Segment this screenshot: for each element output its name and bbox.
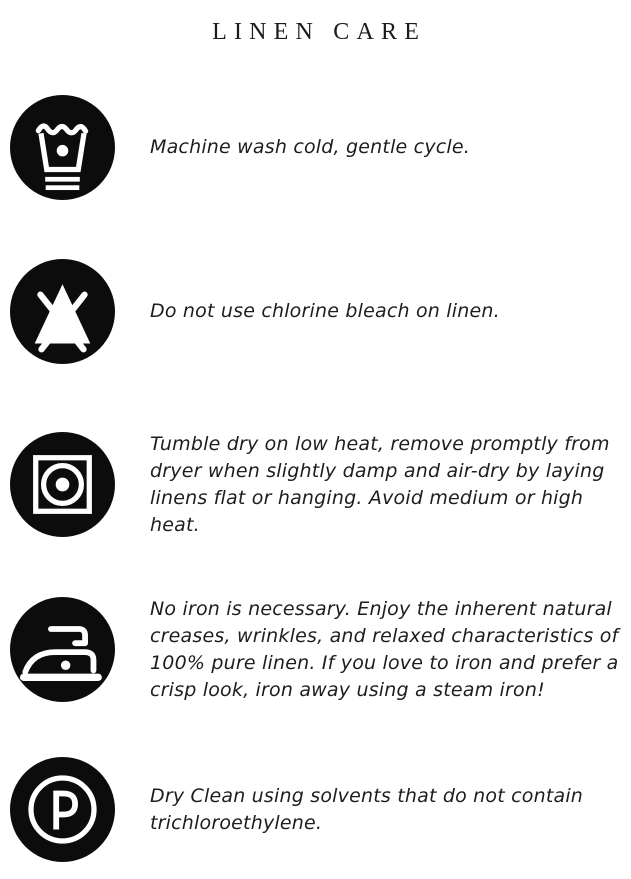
- tumble-dry-low-icon: [10, 432, 115, 537]
- care-row-dry-clean: [10, 757, 621, 862]
- page-title: LINEN CARE: [212, 19, 427, 46]
- care-row-iron: [10, 597, 621, 702]
- care-instruction-text: No iron is necessary. Enjoy the inherent natural creases, wrinkles, and relaxed characteristics of 100% pure linen. If you love to iron and prefer a crisp look, iron away using a steam iron!: [150, 597, 619, 701]
- machine-wash-cold-icon: [10, 95, 115, 200]
- care-instruction-text: Do not use chlorine bleach on linen.: [150, 300, 500, 322]
- care-instruction-text: Tumble dry on low heat, remove promptly from dryer when slightly damp and air-dry by laying linens flat or hanging. Avoid medium or high heat.: [150, 432, 610, 536]
- care-row-machine-wash: [10, 95, 621, 200]
- care-row-no-bleach: [10, 259, 621, 364]
- care-instruction-text: Machine wash cold, gentle cycle.: [150, 136, 471, 158]
- care-instruction-text: Dry Clean using solvents that do not contain trichloroethylene.: [150, 784, 584, 834]
- no-bleach-icon: [10, 259, 115, 364]
- iron-icon: [10, 597, 115, 702]
- care-row-tumble-dry: [10, 432, 621, 537]
- dry-clean-icon: [10, 757, 115, 862]
